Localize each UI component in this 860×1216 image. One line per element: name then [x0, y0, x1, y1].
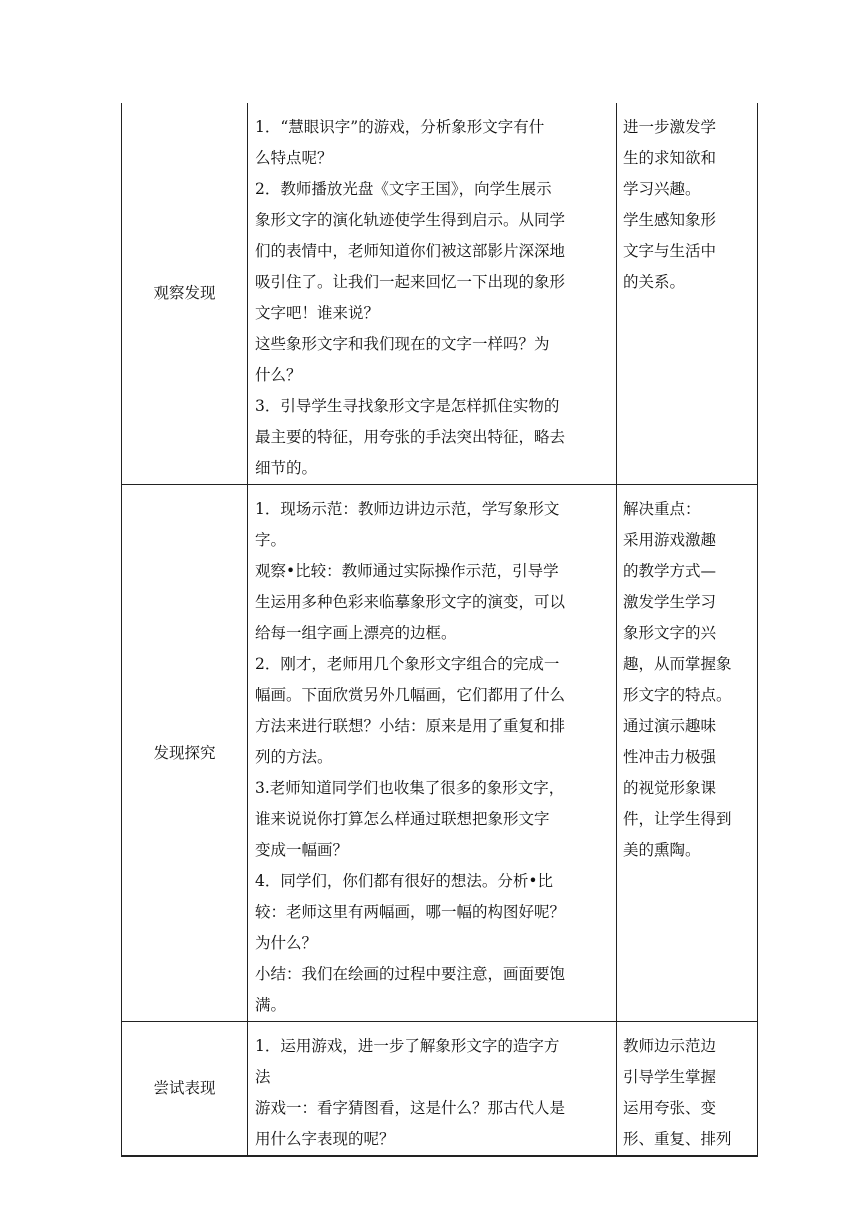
intent-line: 通过演示趣味 — [623, 717, 717, 735]
activity-line: 用什么字表现的呢？ — [255, 1130, 395, 1148]
lesson-plan-table — [121, 103, 758, 1157]
activity-line: 2．教师播放光盘《文字王国》，向学生展示 — [255, 180, 552, 198]
activity-line: 文字吧！谁来说？ — [255, 304, 380, 322]
activity-line: 列的方法。 — [255, 748, 333, 766]
stage-cell — [122, 485, 248, 1022]
activity-line: 生运用多种色彩来临摹象形文字的演变，可以 — [255, 593, 566, 611]
intent-line: 形、重复、排列 — [623, 1130, 732, 1148]
activity-line: 小结：我们在绘画的过程中要注意，画面要饱 — [255, 965, 566, 983]
activity-line: 给每一组字画上漂亮的边框。 — [255, 624, 457, 642]
stage-label: 尝试表现 — [153, 1079, 216, 1097]
activity-line: 吸引住了。让我们一起来回忆一下出现的象形 — [255, 273, 566, 291]
activity-line: 1．现场示范：教师边讲边示范，学写象形文 — [255, 500, 560, 518]
intent-line: 进一步激发学 — [623, 118, 717, 136]
intent-line: 形文字的特点。 — [623, 686, 732, 704]
table-row-explore — [122, 485, 758, 1022]
intent-line: 引导学生掌握 — [623, 1068, 717, 1086]
stage-label: 观察发现 — [153, 284, 216, 302]
stage-cell — [122, 103, 248, 485]
activity-cell — [248, 1022, 617, 1157]
activity-line: 4．同学们，你们都有很好的想法。分析•比 — [255, 872, 554, 890]
intent-line: 的关系。 — [623, 273, 686, 291]
activity-line: 幅画。下面欣赏另外几幅画，它们都用了什么 — [255, 686, 566, 704]
intent-line: 运用夸张、变 — [623, 1099, 717, 1117]
stage-cell — [122, 1022, 248, 1157]
intent-line: 解决重点： — [623, 500, 701, 518]
activity-line: 1．运用游戏，进一步了解象形文字的造字方 — [255, 1037, 560, 1055]
activity-line: 3．引导学生寻找象形文字是怎样抓住实物的 — [255, 397, 560, 415]
activity-line: 们的表情中，老师知道你们被这部影片深深地 — [255, 242, 566, 260]
intent-line: 生的求知欲和 — [623, 149, 717, 167]
intent-line: 文字与生活中 — [623, 242, 717, 260]
activity-line: 较：老师这里有两幅画，哪一幅的构图好呢？ — [255, 903, 566, 921]
activity-line: 满。 — [255, 996, 287, 1014]
intent-line: 件，让学生得到 — [623, 810, 732, 828]
activity-cell — [248, 103, 617, 485]
intent-line: 美的熏陶。 — [623, 841, 701, 859]
stage-label: 发现探究 — [153, 743, 216, 762]
activity-line: 游戏一：看字猜图看，这是什么？那古代人是 — [255, 1099, 566, 1117]
activity-cell — [248, 485, 617, 1022]
activity-line: 这些象形文字和我们现在的文字一样吗？为 — [255, 335, 550, 353]
activity-line: 2．刚才，老师用几个象形文字组合的完成一 — [255, 655, 560, 673]
table-row-try — [122, 1022, 758, 1157]
intent-line: 激发学生学习 — [623, 593, 717, 611]
activity-line: 象形文字的演化轨迹使学生得到启示。从同学 — [255, 211, 566, 229]
intent-line: 教师边示范边 — [623, 1037, 717, 1055]
intent-cell — [617, 485, 758, 1022]
activity-line: 1．“慧眼识字”的游戏，分析象形文字有什 — [255, 118, 545, 136]
intent-line: 的教学方式— — [623, 562, 717, 580]
activity-line: 字。 — [255, 531, 287, 549]
intent-cell — [617, 1022, 758, 1157]
activity-line: 3.老师知道同学们也收集了很多的象形文字， — [255, 779, 565, 797]
activity-line: 谁来说说你打算怎么样通过联想把象形文字 — [255, 810, 550, 828]
activity-line: 法 — [255, 1068, 271, 1086]
intent-line: 采用游戏激趣 — [623, 531, 717, 549]
intent-line: 的视觉形象课 — [623, 779, 717, 797]
activity-line: 么特点呢？ — [255, 149, 333, 167]
intent-line: 性冲击力极强 — [623, 748, 717, 766]
activity-line: 最主要的特征，用夸张的手法突出特征，略去 — [255, 428, 566, 446]
table-row-observe — [122, 103, 758, 485]
activity-line: 观察•比较：教师通过实际操作示范，引导学 — [255, 562, 559, 580]
activity-line: 什么？ — [255, 366, 302, 384]
activity-line: 为什么？ — [255, 934, 318, 952]
activity-line: 细节的。 — [255, 459, 318, 477]
activity-line: 方法来进行联想？小结：原来是用了重复和排 — [255, 717, 566, 735]
intent-line: 象形文字的兴 — [623, 624, 717, 642]
intent-line: 学生感知象形 — [623, 211, 717, 229]
intent-cell — [617, 103, 758, 485]
intent-line: 趣，从而掌握象 — [623, 655, 732, 673]
intent-line: 学习兴趣。 — [623, 180, 701, 198]
activity-line: 变成一幅画？ — [255, 841, 349, 859]
